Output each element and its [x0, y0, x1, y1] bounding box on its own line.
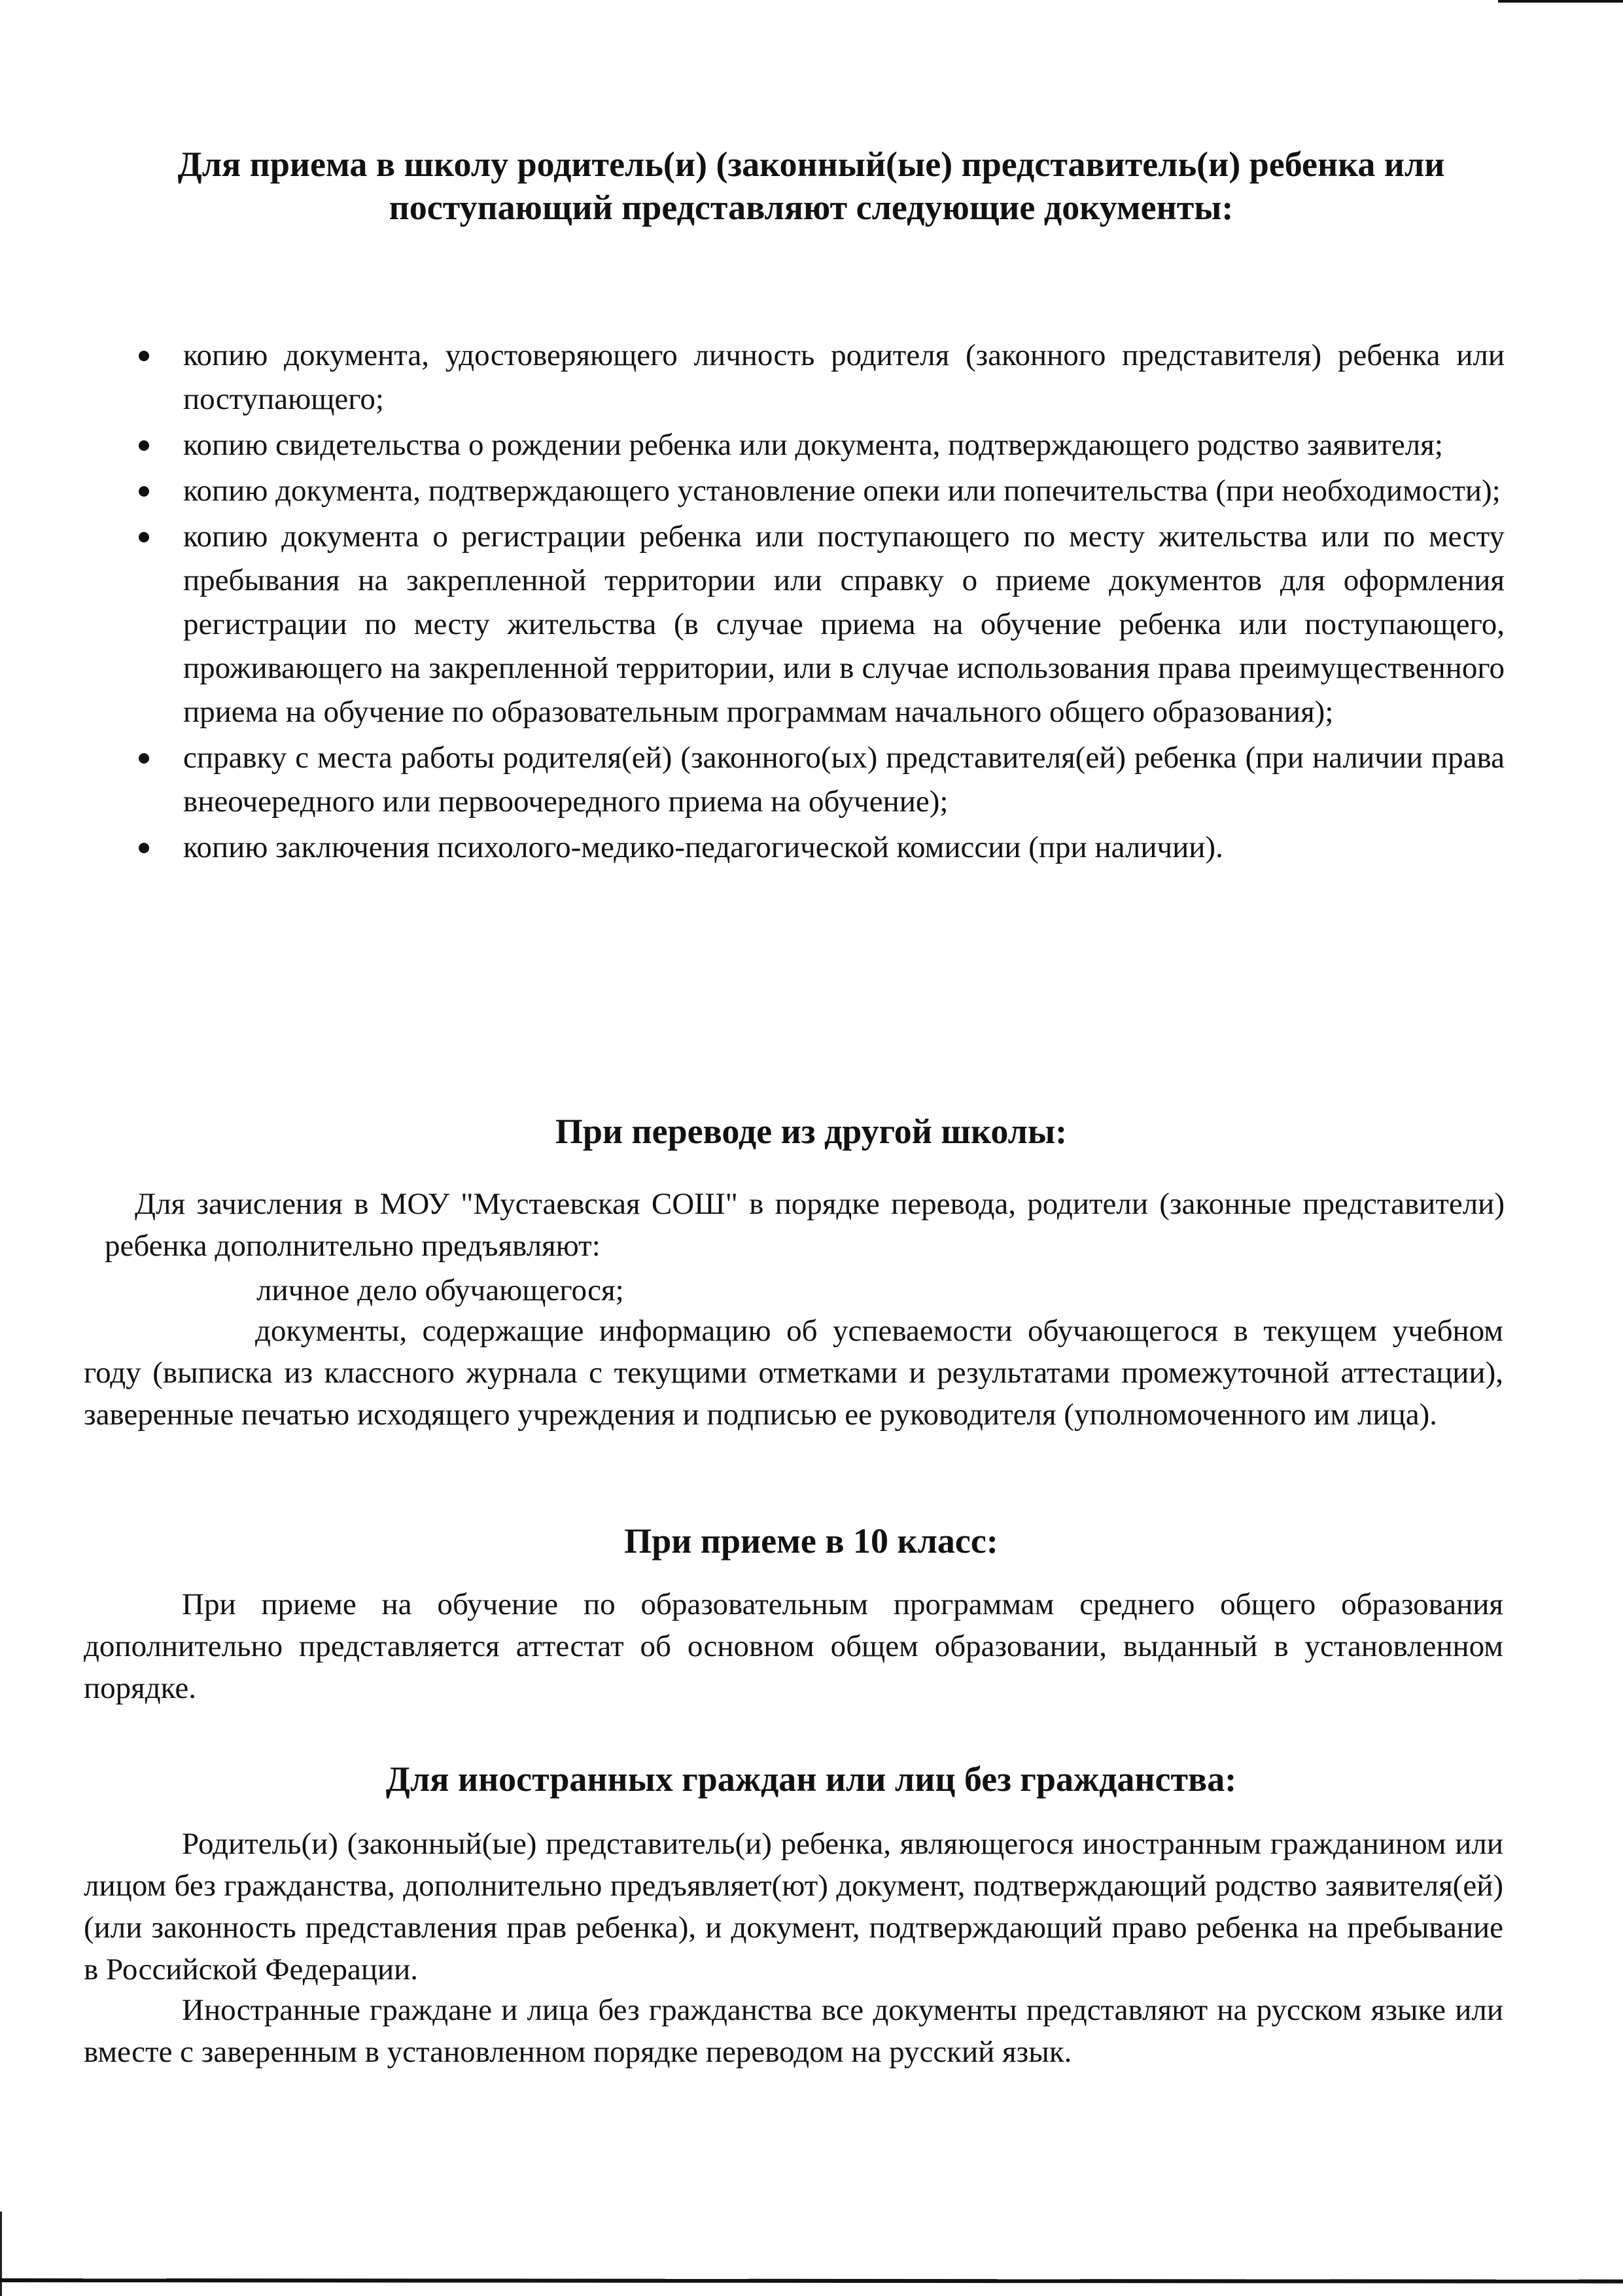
transfer-intro: Для зачисления в МОУ "Мустаевская СОШ" в порядке перевода, родители (законные представители) ребенка дополнительно предъявляют: [105, 1187, 1505, 1263]
foreign-citizens-heading: Для иностранных граждан или лиц без гражданства: [385, 1759, 1237, 1799]
list-item-text: справку с места работы родителя(ей) (законного(ых) представителя(ей) ребенка (при наличии права внеочередного или первоочередного приема на обучение); [183, 741, 1505, 819]
transfer-item: личное дело обучающегося; [256, 1273, 624, 1307]
list-item-text: копию документа о регистрации ребенка или поступающего по месту жительства или по месту пребывания на закрепленной территории или справку о приеме документов для оформления регистрации по месту жительства (в случае приема на обучение ребенка или поступающего, проживающего на закрепленной территории, или в случае использования права преимущественного приема на обучение по образовательным программам начального общего образования); [183, 520, 1505, 729]
foreign-citizens-paragraph: Родитель(и) (законный(ые) представитель(и) ребенка, являющегося иностранным гражданином или лицом без гражданства, дополнительно предъявляет(ют) документ, подтверждающий родство заявителя(ей) (или законность представления прав ребенка), и документ, подтверждающий право ребенка на пребывание в Российской Федерации. [84, 1827, 1503, 1987]
bullet-icon [139, 486, 149, 497]
list-item-text: копию документа, удостоверяющего личность родителя (законного представителя) ребенка или поступающего; [183, 338, 1505, 416]
list-item-text: копию документа, подтверждающего установление опеки или попечительства (при необходимости); [183, 474, 1501, 508]
bullet-icon [139, 753, 149, 764]
tenth-grade-text: При приеме на обучение по образовательным программам среднего общего образования дополнительно представляется аттестат об основном общем образовании, выданный в установленном порядке. [84, 1587, 1503, 1705]
bullet-icon [139, 440, 149, 451]
required-documents-list [131, 334, 1505, 872]
tenth-grade-heading: При приеме в 10 класс: [624, 1521, 998, 1561]
scan-edge-artifact [1498, 0, 1623, 3]
bullet-icon [139, 843, 149, 853]
list-item [131, 736, 1505, 824]
list-item [131, 469, 1505, 513]
scan-edge-artifact [0, 2212, 2, 2296]
main-heading: Для приема в школу родитель(и) (законный(ые) представитель(и) ребенка или поступающий представляют следующие документы: [177, 145, 1445, 227]
list-item [131, 423, 1505, 467]
list-item-text: копию заключения психолого-медико-педагогической комиссии (при наличии). [183, 830, 1223, 864]
scan-edge-artifact [0, 2278, 1623, 2284]
bullet-icon [139, 532, 149, 542]
list-item [131, 826, 1505, 870]
list-item-text: копию свидетельства о рождении ребенка или документа, подтверждающего родство заявителя; [183, 428, 1443, 462]
list-item [131, 334, 1505, 421]
transfer-heading: При переводе из другой школы: [555, 1112, 1068, 1151]
list-item [131, 515, 1505, 734]
bullet-icon [139, 351, 149, 361]
transfer-item: документы, содержащие информацию об успеваемости обучающегося в текущем учебном году (выписка из классного журнала с текущими отметками и результатами промежуточной аттестации), заверенные печатью исходящего учреждения и подписью ее руководителя (уполномоченного им лица). [84, 1314, 1503, 1432]
foreign-citizens-paragraph: Иностранные граждане и лица без гражданства все документы представляют на русском языке или вместе с заверенным в установленном порядке переводом на русский язык. [84, 1993, 1503, 2069]
